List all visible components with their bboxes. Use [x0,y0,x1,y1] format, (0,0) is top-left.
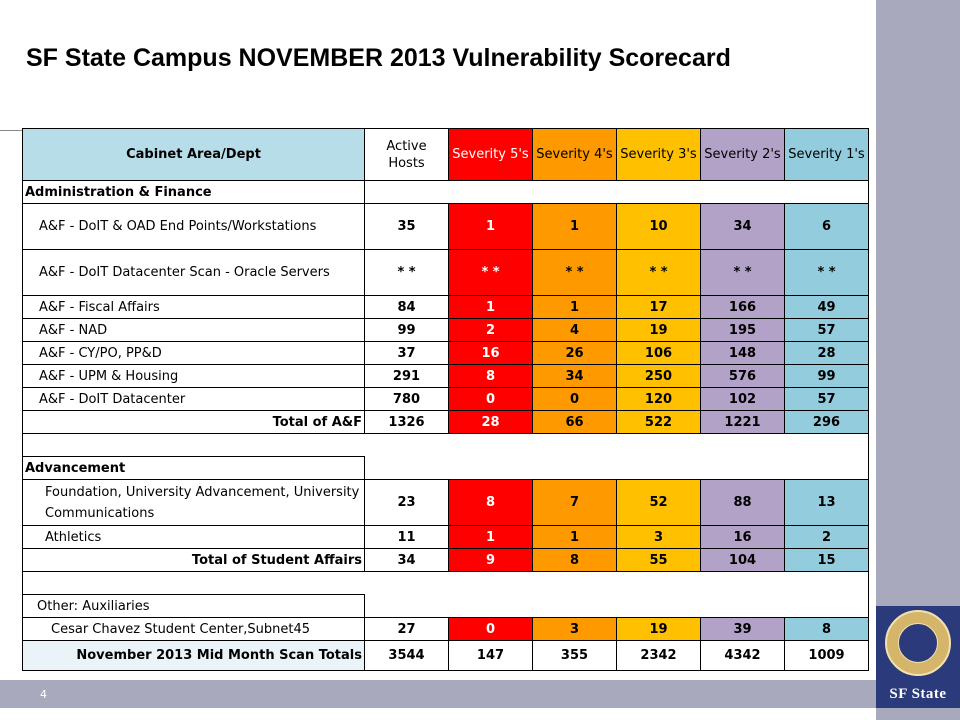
header-severity-4: Severity 4's [533,129,617,181]
severity-1-cell: * * [785,250,869,296]
hosts-cell: 291 [365,365,449,388]
severity-4-cell: 4 [533,319,617,342]
severity-4-cell: 26 [533,342,617,365]
severity-4-cell: 34 [533,365,617,388]
severity-1-cell: 8 [785,618,869,641]
section-row [23,595,869,618]
scorecard-table [22,128,869,671]
severity-3-cell: 106 [617,342,701,365]
table-row [23,296,869,319]
severity-5-cell: 28 [449,411,533,434]
hosts-cell: 3544 [365,641,449,671]
severity-2-cell: 104 [701,549,785,572]
row-label: A&F - UPM & Housing [23,365,365,388]
header-hosts: Active Hosts [365,129,449,181]
severity-1-cell: 28 [785,342,869,365]
header-severity-1: Severity 1's [785,129,869,181]
severity-2-cell: 576 [701,365,785,388]
section-other-auxiliaries: Other: Auxiliaries [23,595,365,618]
severity-4-cell: 3 [533,618,617,641]
table-row [23,480,869,526]
severity-4-cell: 7 [533,480,617,526]
divider [0,130,24,131]
severity-2-cell: 1221 [701,411,785,434]
hosts-cell: 1326 [365,411,449,434]
slide-number: 4 [40,688,47,701]
severity-4-cell: 1 [533,296,617,319]
section-row [23,457,869,480]
row-label: A&F - DoIT Datacenter Scan - Oracle Servers [23,250,365,296]
header-row [23,129,869,181]
row-label: A&F - NAD [23,319,365,342]
total-row [23,549,869,572]
severity-1-cell: 15 [785,549,869,572]
severity-5-cell: 16 [449,342,533,365]
severity-1-cell: 13 [785,480,869,526]
bottom-decor-bar [0,680,960,708]
severity-5-cell: 1 [449,296,533,319]
row-label: Foundation, University Advancement, University Communications [23,480,365,526]
row-label: A&F - DoIT Datacenter [23,388,365,411]
severity-1-cell: 49 [785,296,869,319]
spacer-row [23,434,869,457]
row-label: Total of Student Affairs [23,549,365,572]
table-row [23,319,869,342]
hosts-cell: 37 [365,342,449,365]
severity-3-cell: 120 [617,388,701,411]
row-label: A&F - CY/PO, PP&D [23,342,365,365]
severity-4-cell: 0 [533,388,617,411]
hosts-cell: 99 [365,319,449,342]
severity-4-cell: 1 [533,526,617,549]
severity-1-cell: 6 [785,204,869,250]
severity-4-cell: 355 [533,641,617,671]
severity-5-cell: 147 [449,641,533,671]
page-title: SF State Campus NOVEMBER 2013 Vulnerability Scorecard [26,44,731,72]
severity-2-cell: 195 [701,319,785,342]
severity-5-cell: 9 [449,549,533,572]
row-label: Total of A&F [23,411,365,434]
severity-2-cell: 102 [701,388,785,411]
severity-2-cell: 166 [701,296,785,319]
severity-1-cell: 99 [785,365,869,388]
severity-5-cell: 2 [449,319,533,342]
severity-3-cell: 3 [617,526,701,549]
severity-5-cell: 8 [449,365,533,388]
section-row [23,181,869,204]
row-label: November 2013 Mid Month Scan Totals [23,641,365,671]
hosts-cell: 780 [365,388,449,411]
hosts-cell: 27 [365,618,449,641]
row-label: Athletics [23,526,365,549]
severity-5-cell: 1 [449,204,533,250]
header-dept: Cabinet Area/Dept [23,129,365,181]
severity-5-cell: 8 [449,480,533,526]
table-row [23,342,869,365]
severity-1-cell: 57 [785,388,869,411]
severity-2-cell: 148 [701,342,785,365]
severity-3-cell: 10 [617,204,701,250]
blank-cell [365,595,869,618]
hosts-cell: 35 [365,204,449,250]
blank-cell [365,457,869,480]
severity-1-cell: 57 [785,319,869,342]
severity-4-cell: * * [533,250,617,296]
table-row [23,204,869,250]
table-row [23,618,869,641]
hosts-cell: 84 [365,296,449,319]
severity-3-cell: 522 [617,411,701,434]
header-severity-5: Severity 5's [449,129,533,181]
section-admin-finance: Administration & Finance [23,181,365,204]
severity-3-cell: 19 [617,618,701,641]
severity-2-cell: 34 [701,204,785,250]
severity-3-cell: * * [617,250,701,296]
row-label: Cesar Chavez Student Center,Subnet45 [23,618,365,641]
severity-4-cell: 8 [533,549,617,572]
header-severity-2: Severity 2's [701,129,785,181]
severity-5-cell: 1 [449,526,533,549]
severity-2-cell: 39 [701,618,785,641]
severity-2-cell: 16 [701,526,785,549]
severity-5-cell: 0 [449,388,533,411]
severity-3-cell: 2342 [617,641,701,671]
total-row [23,411,869,434]
section-advancement: Advancement [23,457,365,480]
severity-2-cell: 88 [701,480,785,526]
severity-3-cell: 55 [617,549,701,572]
severity-3-cell: 250 [617,365,701,388]
severity-5-cell: * * [449,250,533,296]
severity-1-cell: 1009 [785,641,869,671]
row-label: A&F - Fiscal Affairs [23,296,365,319]
severity-4-cell: 66 [533,411,617,434]
severity-5-cell: 0 [449,618,533,641]
seal-center [898,623,938,663]
severity-2-cell: 4342 [701,641,785,671]
table-row [23,365,869,388]
severity-1-cell: 296 [785,411,869,434]
severity-1-cell: 2 [785,526,869,549]
hosts-cell: 34 [365,549,449,572]
severity-2-cell: * * [701,250,785,296]
table-row [23,250,869,296]
hosts-cell: 11 [365,526,449,549]
spacer-cell [23,572,869,595]
severity-3-cell: 17 [617,296,701,319]
hosts-cell: * * [365,250,449,296]
table-row [23,526,869,549]
sf-state-logo: SF State [876,680,960,708]
table-row [23,388,869,411]
severity-4-cell: 1 [533,204,617,250]
grand-total-row [23,641,869,671]
header-severity-3: Severity 3's [617,129,701,181]
severity-3-cell: 19 [617,319,701,342]
spacer-row [23,572,869,595]
hosts-cell: 23 [365,480,449,526]
seal-ring [885,610,951,676]
severity-3-cell: 52 [617,480,701,526]
blank-cell [365,181,869,204]
university-seal-icon [876,606,960,680]
row-label: A&F - DoIT & OAD End Points/Workstations [23,204,365,250]
spacer-cell [23,434,869,457]
